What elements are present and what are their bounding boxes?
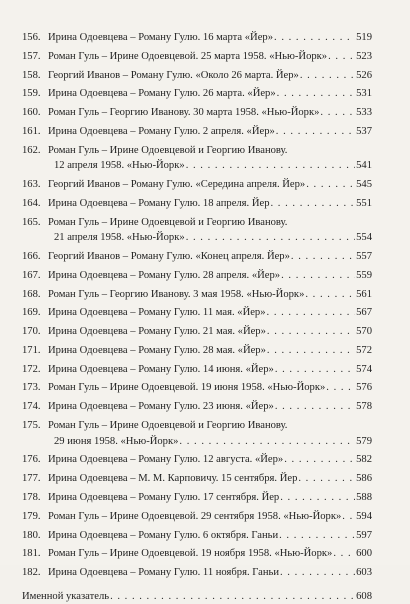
leader-dots	[300, 68, 355, 84]
entry-title: Ирина Одоевцева – Роману Гулю. 2 апреля. «Йер»	[48, 125, 275, 137]
toc-entry[interactable]	[22, 249, 372, 265]
entry-page-number: 519	[356, 32, 372, 43]
entry-page-number: 537	[356, 125, 372, 137]
entry-number: 170.	[22, 326, 41, 338]
entry-number: 165.	[22, 216, 41, 228]
index-label: Именной указатель	[22, 590, 110, 602]
entry-number: 160.	[22, 107, 41, 119]
toc-entry[interactable]	[22, 68, 372, 84]
index-page-number: 608	[356, 590, 372, 602]
entry-number: 175.	[22, 420, 41, 432]
entry-title: Георгий Иванов – Роману Гулю. «Конец апреля. Йер»	[48, 251, 290, 262]
leader-dots	[110, 589, 355, 604]
leader-dots	[267, 343, 355, 359]
entry-number: 166.	[22, 251, 41, 262]
entry-title-continuation: 21 апреля 1958. «Нью-Йорк»	[54, 232, 185, 244]
entry-title: Георгий Иванов – Роману Гулю. «Около 26 марта. Йер»	[48, 69, 299, 81]
entry-number: 176.	[22, 454, 41, 466]
entry-number: 167.	[22, 269, 41, 281]
entry-title: Ирина Одоевцева – Роману Гулю. 6 октября. Ганьи	[48, 529, 279, 541]
toc-entry[interactable]	[22, 452, 372, 468]
table-of-contents	[22, 30, 372, 581]
entry-number: 161.	[22, 125, 41, 137]
toc-entry[interactable]	[22, 215, 372, 246]
entry-title: Ирина Одоевцева – Роману Гулю. 28 апреля. «Йер»	[48, 269, 281, 281]
leader-dots	[275, 399, 355, 415]
entry-number: 173.	[22, 382, 41, 394]
toc-entry[interactable]	[22, 343, 372, 359]
entry-number: 180.	[22, 529, 41, 541]
leader-dots	[284, 452, 355, 468]
leader-dots	[305, 287, 355, 303]
entry-title: Ирина Одоевцева – Роману Гулю. 18 апреля. Йер	[48, 197, 270, 209]
entry-number: 162.	[22, 144, 41, 156]
toc-entry[interactable]	[22, 177, 372, 193]
leader-dots	[320, 105, 355, 121]
entry-page-number: 554	[356, 232, 372, 244]
entry-number: 171.	[22, 344, 41, 356]
entry-page-number: 541	[356, 160, 372, 172]
entry-number: 158.	[22, 69, 41, 81]
leader-dots	[291, 249, 355, 265]
entry-title: Ирина Одоевцева – Роману Гулю. 11 мая. «Йер»	[48, 307, 266, 319]
entry-title: Георгий Иванов – Роману Гулю. «Середина апреля. Йер»	[48, 179, 306, 191]
toc-entry[interactable]	[22, 287, 372, 303]
toc-entry[interactable]	[22, 362, 372, 378]
entry-number: 163.	[22, 179, 41, 191]
entry-title: Ирина Одоевцева – М. М. Карповичу. 15 сентября. Йер	[48, 473, 298, 485]
entry-page-number: 526	[356, 69, 372, 81]
toc-entry[interactable]	[22, 305, 372, 321]
leader-dots	[280, 490, 355, 506]
entry-number: 181.	[22, 548, 41, 560]
toc-entry[interactable]	[22, 509, 372, 525]
entry-number: 178.	[22, 491, 41, 503]
entry-title: Роман Гуль – Ирине Одоевцевой. 25 марта 1958. «Нью-Йорк»	[48, 50, 328, 62]
toc-entry[interactable]	[22, 565, 372, 581]
leader-dots	[186, 158, 355, 174]
entry-page-number: 574	[356, 363, 372, 375]
entry-title: Ирина Одоевцева – Роману Гулю. 23 июня. «Йер»	[48, 401, 274, 413]
entry-number: 164.	[22, 197, 41, 209]
toc-entry[interactable]	[22, 380, 372, 396]
entry-number: 157.	[22, 50, 41, 62]
toc-entry[interactable]	[22, 490, 372, 506]
entry-title-continuation: 12 апреля 1958. «Нью-Йорк»	[54, 160, 185, 172]
entry-page-number: 576	[356, 382, 372, 394]
toc-entry[interactable]	[22, 105, 372, 121]
leader-dots	[271, 196, 356, 212]
entry-title: Ирина Одоевцева – Роману Гулю. 17 сентября. Йер	[48, 491, 280, 503]
entry-page-number: 600	[356, 548, 372, 560]
entry-page-number: 597	[356, 529, 372, 541]
toc-entry[interactable]	[22, 418, 372, 449]
leader-dots	[306, 177, 355, 193]
leader-dots	[333, 546, 355, 562]
entry-page-number: 588	[356, 491, 372, 503]
entry-title: Ирина Одоевцева – Роману Гулю. 26 марта. «Йер»	[48, 88, 276, 100]
entry-number: 179.	[22, 510, 41, 522]
entry-number: 159.	[22, 88, 41, 100]
entry-page-number: 557	[356, 251, 372, 262]
entry-title: Роман Гуль – Ирине Одоевцевой и Георгию Иванову.	[48, 420, 288, 432]
entry-page-number: 551	[356, 197, 372, 209]
entry-page-number: 578	[356, 401, 372, 413]
entry-page-number: 523	[356, 50, 372, 62]
entry-page-number: 572	[356, 344, 372, 356]
leader-dots	[326, 380, 355, 396]
entry-page-number: 603	[356, 567, 372, 579]
leader-dots	[279, 528, 355, 544]
entry-title: Ирина Одоевцева – Роману Гулю. 14 июня. «Йер»	[48, 363, 274, 375]
entry-page-number: 594	[356, 510, 372, 522]
entry-title: Роман Гуль – Георгию Иванову. 3 мая 1958. «Нью-Йорк»	[48, 288, 305, 300]
leader-dots	[267, 324, 355, 340]
leader-dots	[179, 434, 355, 450]
toc-entry[interactable]	[22, 143, 372, 174]
entry-page-number: 531	[356, 88, 372, 100]
entry-title: Ирина Одоевцева – Роману Гулю. 16 марта «Йер»	[48, 32, 274, 43]
leader-dots	[275, 362, 355, 378]
toc-entry[interactable]	[22, 30, 372, 46]
entry-page-number: 567	[356, 307, 372, 319]
leader-dots	[276, 124, 355, 140]
entry-number: 169.	[22, 307, 41, 319]
entry-title: Ирина Одоевцева – Роману Гулю. 28 мая. «Йер»	[48, 344, 266, 356]
entry-page-number: 533	[356, 107, 372, 119]
entry-title: Роман Гуль – Ирине Одоевцевой и Георгию Иванову.	[48, 216, 288, 228]
entry-page-number: 570	[356, 326, 372, 338]
leader-dots	[281, 268, 355, 284]
entry-title: Ирина Одоевцева – Роману Гулю. 12 августа. «Йер»	[48, 454, 284, 466]
entry-title: Ирина Одоевцева – Роману Гулю. 21 мая. «Йер»	[48, 326, 266, 338]
toc-index-entry[interactable]	[22, 589, 372, 604]
entry-page-number: 559	[356, 269, 372, 281]
entry-number: 174.	[22, 401, 41, 413]
entry-title: Роман Гуль – Ирине Одоевцевой и Георгию Иванову.	[48, 144, 288, 156]
leader-dots	[298, 471, 355, 487]
leader-dots	[274, 30, 355, 46]
entry-number: 172.	[22, 363, 41, 375]
toc-entry[interactable]	[22, 124, 372, 140]
toc-entry[interactable]	[22, 399, 372, 415]
entry-page-number: 561	[356, 288, 372, 300]
entry-page-number: 579	[356, 435, 372, 447]
toc-entry[interactable]	[22, 324, 372, 340]
entry-number: 182.	[22, 567, 41, 579]
toc-entry[interactable]	[22, 268, 372, 284]
entry-title: Роман Гуль – Георгию Иванову. 30 марта 1958. «Нью-Йорк»	[48, 107, 320, 119]
entry-title: Роман Гуль – Ирине Одоевцевой. 29 сентября 1958. «Нью-Йорк»	[48, 510, 342, 522]
entry-number: 156.	[22, 32, 41, 43]
entry-title: Роман Гуль – Ирине Одоевцевой. 19 ноября 1958. «Нью-Йорк»	[48, 548, 333, 560]
toc-entry[interactable]	[22, 196, 372, 212]
entry-title: Ирина Одоевцева – Роману Гулю. 11 ноября. Ганьи	[48, 567, 279, 579]
toc-entry[interactable]	[22, 528, 372, 544]
entry-page-number: 582	[356, 454, 372, 466]
toc-entry[interactable]	[22, 49, 372, 65]
leader-dots	[342, 509, 355, 525]
toc-entry[interactable]	[22, 86, 372, 102]
leader-dots	[277, 86, 355, 102]
entry-number: 168.	[22, 288, 41, 300]
leader-dots	[186, 230, 355, 246]
entry-title-continuation: 29 июня 1958. «Нью-Йорк»	[54, 435, 179, 447]
leader-dots	[267, 305, 356, 321]
toc-entry[interactable]	[22, 471, 372, 487]
entry-title: Роман Гуль – Ирине Одоевцевой. 19 июня 1958. «Нью-Йорк»	[48, 382, 326, 394]
entry-number: 177.	[22, 473, 41, 485]
entry-page-number: 586	[356, 473, 372, 485]
leader-dots	[280, 565, 355, 581]
entry-page-number: 545	[356, 179, 372, 191]
leader-dots	[328, 49, 355, 65]
toc-entry[interactable]	[22, 546, 372, 562]
